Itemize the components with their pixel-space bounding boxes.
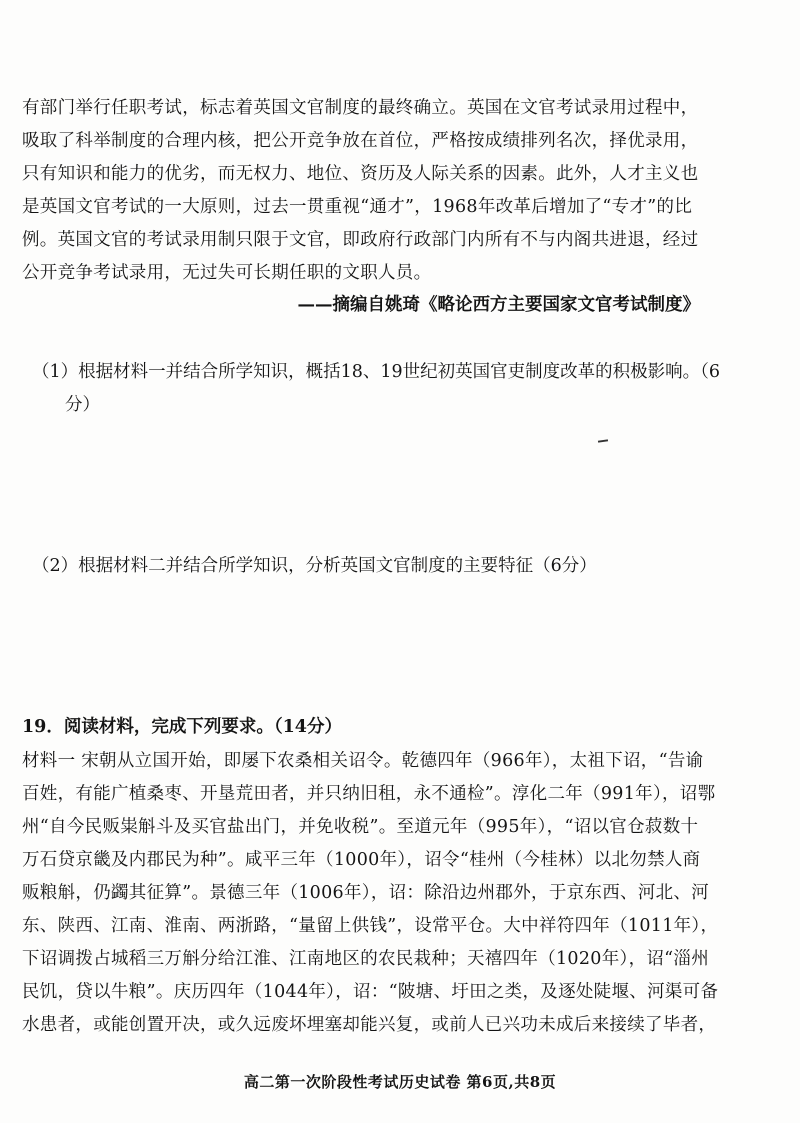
material-one-line: 贩粮斛，仍蠲其征算”。景德三年（1006年），诏：除沿边州郡外，于京东西、河北、河 [22,883,710,903]
question-1-line: （1）根据材料一并结合所学知识，概括18、19世纪初英国官吏制度改革的积极影响。（6 [32,362,721,382]
material-one-line: 东、陕西、江南、淮南、两浙路，“量留上供钱”，设常平仓。大中祥符四年（1011年）， [22,916,719,936]
question-19-heading: 19．阅读材料，完成下列要求。（14分） [22,717,342,737]
question-19-material-one [22,745,719,1042]
material-two-paragraph [22,92,712,290]
material-two-line: 例。英国文官的考试录用制只限于文官，即政府行政部门内所有不与内阁共进退，经过 [22,230,699,250]
material-one-line: 州“自今民贩粜斛斗及买官盐出门，并免收税”。至道元年（995年），“诏以官仓菽数十 [22,817,699,837]
material-two-line: 只有知识和能力的优劣，而无权力、地位、资历及人际关系的因素。此外，人才主义也 [22,164,699,184]
material-two-line: 公开竞争考试录用，无过失可长期任职的文职人员。 [22,263,432,283]
question-2 [32,550,597,583]
material-one-line: 下诏调拨占城稻三万斛分给江淮、江南地区的农民栽种；天禧四年（1020年），诏“淄州 [22,949,710,969]
material-two-line: 是英国文官考试的一大原则，过去一贯重视“通才”，1968年改革后增加了“专才”的比 [22,197,693,217]
material-one-line: 民饥，贷以牛粮”。庆历四年（1044年），诏：“陂塘、圩田之类，及逐处陡堰、河渠可备 [22,982,719,1002]
material-one-line: 百姓，有能广植桑枣、开垦荒田者，并只纳旧租，永不通检”。淳化二年（991年），诏鄂 [22,784,716,804]
material-two-attribution: ——摘编自姚琦《略论西方主要国家文官考试制度》 [297,295,700,315]
page-footer: 高二第一次阶段性考试历史试卷 第6页,共8页 [243,1073,557,1091]
stray-pen-mark [598,439,608,442]
material-one-line: 材料一 宋朝从立国开始，即屡下农桑相关诏令。乾德四年（966年），太祖下诏，“告谕 [22,751,704,771]
question-1-line: 分） [65,395,100,415]
material-two-line: 有部门举行任职考试，标志着英国文官制度的最终确立。英国在文官考试录用过程中， [22,98,699,118]
question-2-text: （2）根据材料二并结合所学知识，分析英国文官制度的主要特征（6分） [32,556,597,576]
material-one-line: 水患者，或能创置开决，或久远废坏埋塞却能兴复，或前人已兴功未成后来接续了毕者， [22,1015,717,1035]
question-1 [32,356,720,422]
material-two-line: 吸取了科举制度的合理内核，把公开竞争放在首位，严格按成绩排列名次，择优录用， [22,131,699,151]
material-one-line: 万石贷京畿及内郡民为种”。咸平三年（1000年），诏令“桂州（今桂林）以北勿禁人商 [22,850,701,870]
